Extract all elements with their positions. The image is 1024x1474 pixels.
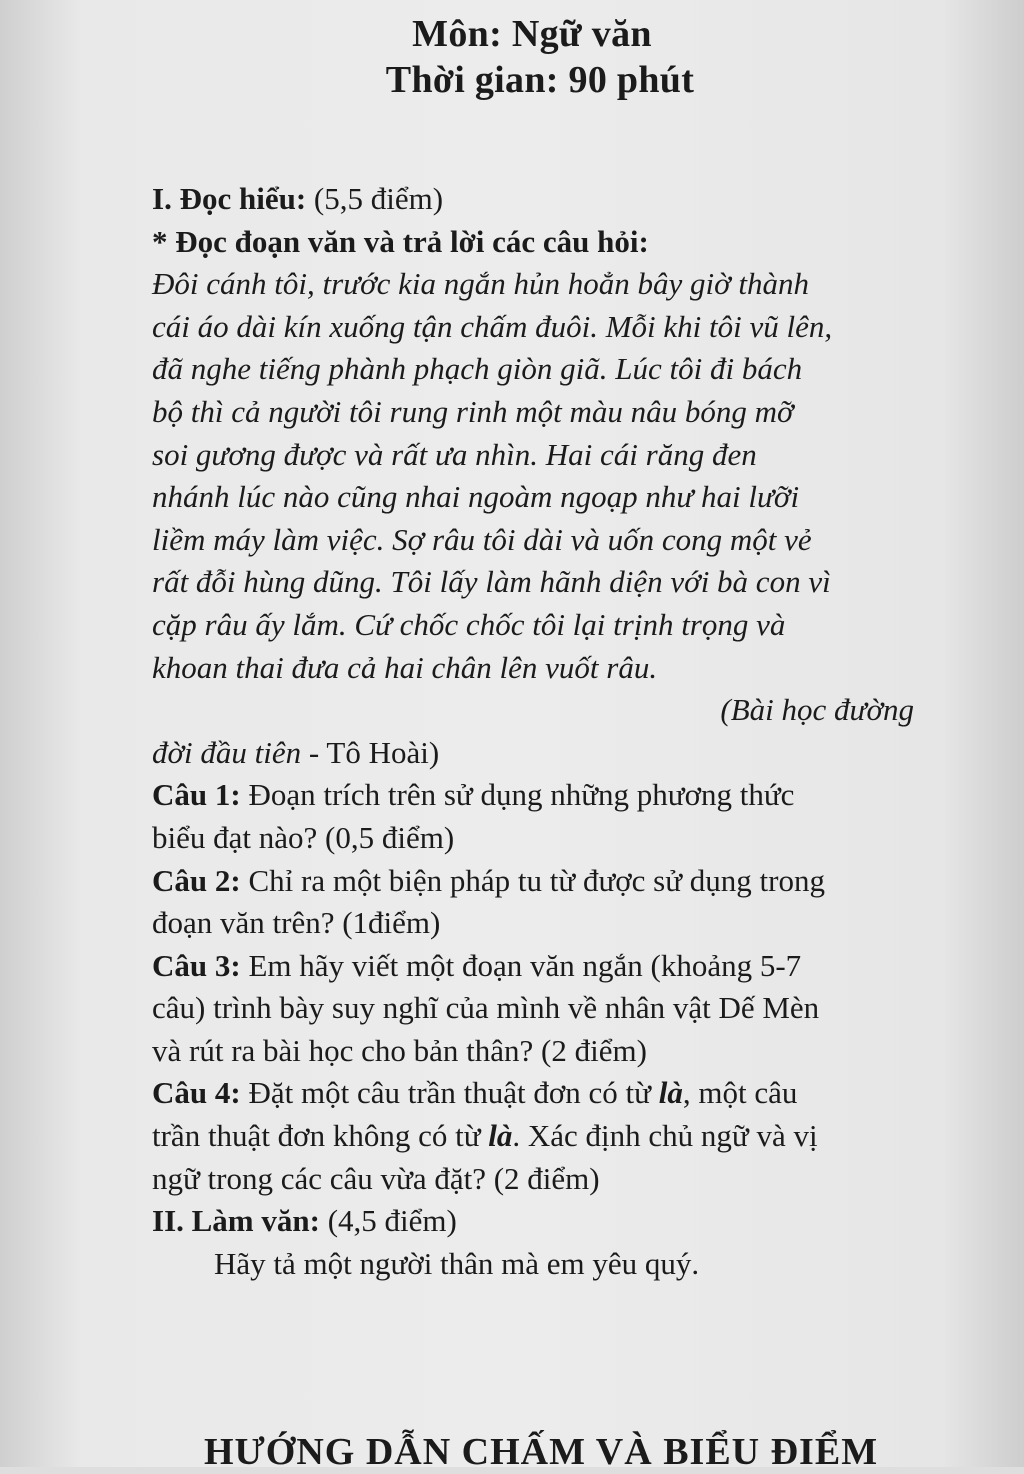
passage-source-line-1: (Bài học đường <box>720 692 914 728</box>
keyword-la: là <box>488 1118 513 1154</box>
question-text: Đoạn trích trên sử dụng những phương thức <box>240 777 795 813</box>
question-text: Đặt một câu trần thuật đơn có từ <box>240 1075 659 1111</box>
reading-instruction: * Đọc đoạn văn và trả lời các câu hỏi: <box>152 223 649 259</box>
passage-line: nhánh lúc nào cũng nhai ngoàm ngoạp như hai lưỡi <box>152 479 800 515</box>
question-line: biểu đạt nào? (0,5 điểm) <box>152 819 455 855</box>
section-2-points: (4,5 điểm) <box>327 1203 457 1239</box>
passage-line: khoan thai đưa cả hai chân lên vuốt râu. <box>152 649 658 685</box>
passage-line: rất đỗi hùng dũng. Tôi lấy làm hãnh diện với bà con vì <box>152 564 831 600</box>
passage-line: đã nghe tiếng phành phạch giòn giã. Lúc tôi đi bách <box>152 351 803 387</box>
question-line <box>152 860 942 903</box>
passage-line: Đôi cánh tôi, trước kia ngắn hủn hoẳn bây giờ thành <box>152 266 810 302</box>
question-text: trần thuật đơn không có từ <box>152 1118 489 1154</box>
exam-content <box>152 178 942 1285</box>
question-text: Em hãy viết một đoạn văn ngắn (khoảng 5-7 <box>240 947 802 983</box>
question-line <box>152 774 942 817</box>
time-limit: Thời gian: 90 phút <box>385 59 695 101</box>
section-1-label: I. Đọc hiểu: <box>152 181 307 216</box>
question-line <box>152 1115 942 1158</box>
question-text: . Xác định chủ ngữ và vị <box>512 1118 818 1154</box>
passage-source-line-2 <box>152 732 942 775</box>
question-line <box>152 945 942 988</box>
passage-line: liềm máy làm việc. Sợ râu tôi dài và uốn cong một vẻ <box>152 521 812 557</box>
question-line <box>152 1072 942 1115</box>
question-line: đoạn văn trên? (1điểm) <box>152 905 441 941</box>
passage-line: bộ thì cả người tôi rung rinh một màu nâu bóng mỡ <box>152 393 794 429</box>
question-line: ngữ trong các câu vừa đặt? (2 điểm) <box>152 1160 600 1196</box>
question-line: câu) trình bày suy nghĩ của mình về nhân vật Dế Mèn <box>152 990 820 1026</box>
reading-passage <box>152 263 942 689</box>
source-book-title: đời đầu tiên <box>152 734 302 770</box>
question-line: và rút ra bài học cho bản thân? (2 điểm) <box>152 1032 647 1068</box>
question-text: Chỉ ra một biện pháp tu từ được sử dụng trong <box>240 862 825 898</box>
passage-line: cặp râu ấy lắm. Cứ chốc chốc tôi lại trịnh trọng và <box>152 606 786 642</box>
passage-line: soi gương được và rất ưa nhìn. Hai cái răng đen <box>152 436 757 472</box>
question-label: Câu 1: <box>152 777 241 813</box>
writing-task: Hãy tả một người thân mà em yêu quý. <box>214 1245 700 1281</box>
question-label: Câu 4: <box>152 1075 241 1111</box>
source-author: - Tô Hoài) <box>301 734 440 770</box>
question-4 <box>152 1072 942 1200</box>
section-2-label: II. Làm văn: <box>152 1203 320 1239</box>
section-1-points: (5,5 điểm) <box>313 181 444 216</box>
grading-guide-title: HƯỚNG DẪN CHẤM VÀ BIỂU ĐIỂM <box>204 1431 879 1473</box>
question-label: Câu 3: <box>152 947 241 983</box>
question-text: , một câu <box>682 1075 798 1111</box>
keyword-la: là <box>658 1075 683 1111</box>
passage-line: cái áo dài kín xuống tận chấm đuôi. Mỗi khi tôi vũ lên, <box>152 308 833 344</box>
question-2 <box>152 860 942 945</box>
question-1 <box>152 774 942 859</box>
question-label: Câu 2: <box>152 862 241 898</box>
section-1-heading <box>152 178 942 221</box>
section-2-heading <box>152 1200 942 1243</box>
question-3 <box>152 945 942 1073</box>
subject-title: Môn: Ngữ văn <box>412 13 652 55</box>
